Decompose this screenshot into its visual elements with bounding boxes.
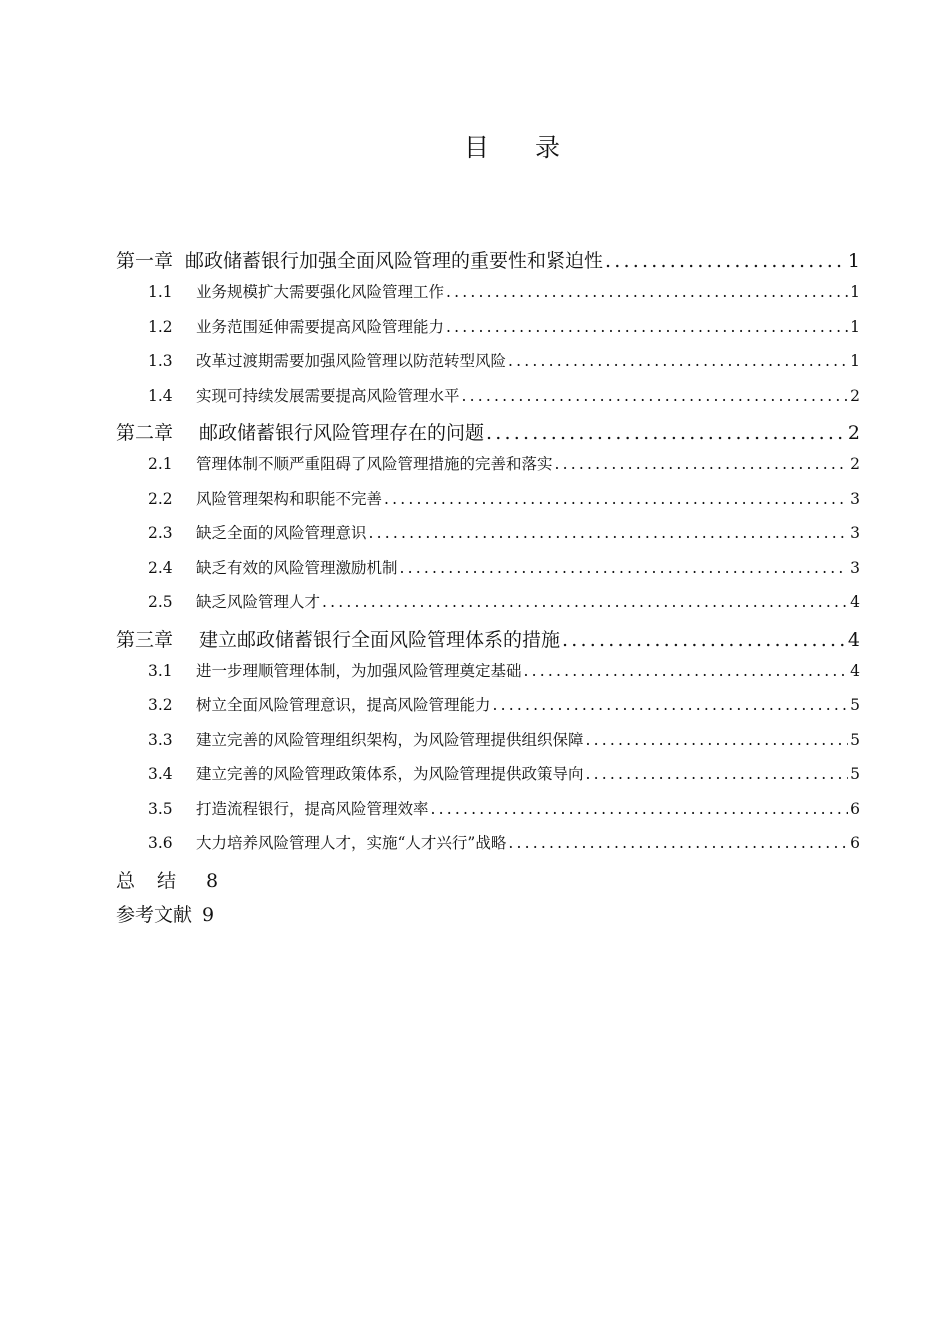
chapter-number: 第三章 <box>116 628 174 651</box>
toc-section-1-2[interactable] <box>116 315 860 350</box>
toc-title <box>0 128 950 164</box>
chapter-number: 第二章 <box>116 422 174 444</box>
section-number: 1.4 <box>148 386 173 405</box>
toc-chapter-3[interactable] <box>116 625 860 659</box>
dot-leader <box>384 490 848 508</box>
section-number: 3.4 <box>148 765 173 783</box>
page-number: 4 <box>850 593 860 611</box>
dot-leader <box>586 765 848 783</box>
toc-section-1-1[interactable] <box>116 280 860 315</box>
chapter-label: 邮政储蓄银行加强全面风险管理的重要性和紧迫性 <box>185 250 604 272</box>
section-number: 2.1 <box>148 455 173 473</box>
section-label: 风险管理架构和职能不完善 <box>196 489 383 508</box>
section-label: 业务规模扩大需要强化风险管理工作 <box>196 283 445 301</box>
section-label: 缺乏全面的风险管理意识 <box>196 524 367 542</box>
section-number: 1.2 <box>148 317 173 336</box>
toc-section-2-2[interactable] <box>116 487 860 522</box>
toc-references[interactable] <box>116 900 860 934</box>
toc-section-2-5[interactable] <box>116 590 860 625</box>
section-number: 3.1 <box>148 661 173 680</box>
toc-section-2-3[interactable] <box>116 521 860 556</box>
section-number: 1.3 <box>148 352 173 370</box>
section-label: 进一步理顺管理体制，为加强风险管理奠定基础 <box>196 661 522 680</box>
dot-leader <box>400 559 848 577</box>
toc-section-3-5[interactable] <box>116 797 860 832</box>
toc-summary[interactable] <box>116 866 860 900</box>
page-number: 5 <box>850 765 860 783</box>
section-number: 3.5 <box>148 799 173 818</box>
section-number: 2.4 <box>148 558 173 577</box>
section-label: 改革过渡期需要加强风险管理以防范转型风险 <box>196 352 507 370</box>
section-number: 2.5 <box>148 593 173 611</box>
dot-leader <box>462 387 848 405</box>
toc-section-2-1[interactable] <box>116 452 860 487</box>
summary-label-char-2: 结 <box>157 869 177 892</box>
dot-leader <box>322 593 848 611</box>
section-label: 打造流程银行，提高风险管理效率 <box>196 799 429 818</box>
toc-section-1-3[interactable] <box>116 349 860 384</box>
toc-chapter-1[interactable] <box>116 246 860 280</box>
dot-leader <box>586 731 848 749</box>
section-number: 3.3 <box>148 730 173 749</box>
section-number: 1.1 <box>148 283 173 301</box>
chapter-label: 邮政储蓄银行风险管理存在的问题 <box>199 422 485 444</box>
summary-label <box>116 870 176 892</box>
chapter-label: 建立邮政储蓄银行全面风险管理体系的措施 <box>199 628 561 651</box>
page-number: 3 <box>850 524 860 542</box>
page-number: 5 <box>850 730 860 749</box>
page-number: 6 <box>850 834 860 852</box>
page-number: 2 <box>850 386 860 405</box>
dot-leader <box>493 696 848 714</box>
page-number: 9 <box>202 903 215 926</box>
dot-leader <box>446 283 848 301</box>
references-label: 参考文献 <box>116 903 193 926</box>
dot-leader <box>486 422 846 444</box>
dot-leader <box>524 662 848 680</box>
page-number: 8 <box>206 869 219 892</box>
toc-section-3-2[interactable] <box>116 693 860 728</box>
page-number: 3 <box>850 558 860 577</box>
page-number: 4 <box>847 628 860 651</box>
chapter-number: 第一章 <box>116 250 174 272</box>
dot-leader <box>369 524 848 542</box>
dot-leader <box>508 352 848 370</box>
dot-leader <box>562 629 846 651</box>
page-number: 5 <box>850 696 860 714</box>
dot-leader <box>605 250 846 272</box>
dot-leader <box>555 455 848 473</box>
toc-section-3-4[interactable] <box>116 762 860 797</box>
section-label: 业务范围延伸需要提高风险管理能力 <box>196 317 445 336</box>
page-number: 1 <box>850 317 860 336</box>
dot-leader <box>446 318 848 336</box>
toc-section-3-3[interactable] <box>116 728 860 763</box>
section-label: 管理体制不顺严重阻碍了风险管理措施的完善和落实 <box>196 455 553 473</box>
toc-section-1-4[interactable] <box>116 384 860 419</box>
summary-label-char-1: 总 <box>116 869 136 892</box>
page-number: 2 <box>847 422 860 444</box>
page-number: 6 <box>850 799 860 818</box>
section-number: 2.2 <box>148 489 173 508</box>
toc-section-3-6[interactable] <box>116 831 860 866</box>
page-number: 1 <box>850 283 860 301</box>
page-number: 3 <box>850 489 860 508</box>
section-label: 缺乏风险管理人才 <box>196 593 321 611</box>
dot-leader <box>431 800 848 818</box>
section-label: 建立完善的风险管理政策体系，为风险管理提供政策导向 <box>196 765 584 783</box>
section-label: 树立全面风险管理意识，提高风险管理能力 <box>196 696 491 714</box>
table-of-contents <box>116 246 860 934</box>
page-number: 1 <box>850 352 860 370</box>
section-number: 3.6 <box>148 834 173 852</box>
page-number: 2 <box>850 455 860 473</box>
toc-chapter-2[interactable] <box>116 418 860 452</box>
section-label: 大力培养风险管理人才，实施“人才兴行”战略 <box>196 834 507 852</box>
section-label: 缺乏有效的风险管理激励机制 <box>196 558 398 577</box>
section-number: 3.2 <box>148 696 173 714</box>
section-label: 实现可持续发展需要提高风险管理水平 <box>196 386 460 405</box>
page-number: 1 <box>847 250 860 272</box>
section-number: 2.3 <box>148 524 173 542</box>
section-label: 建立完善的风险管理组织架构，为风险管理提供组织保障 <box>196 730 584 749</box>
toc-title-char-2: 录 <box>535 133 563 162</box>
page-number: 4 <box>850 661 860 680</box>
toc-section-3-1[interactable] <box>116 659 860 694</box>
toc-title-char-1: 目 <box>463 133 491 162</box>
dot-leader <box>508 834 848 852</box>
toc-section-2-4[interactable] <box>116 556 860 591</box>
